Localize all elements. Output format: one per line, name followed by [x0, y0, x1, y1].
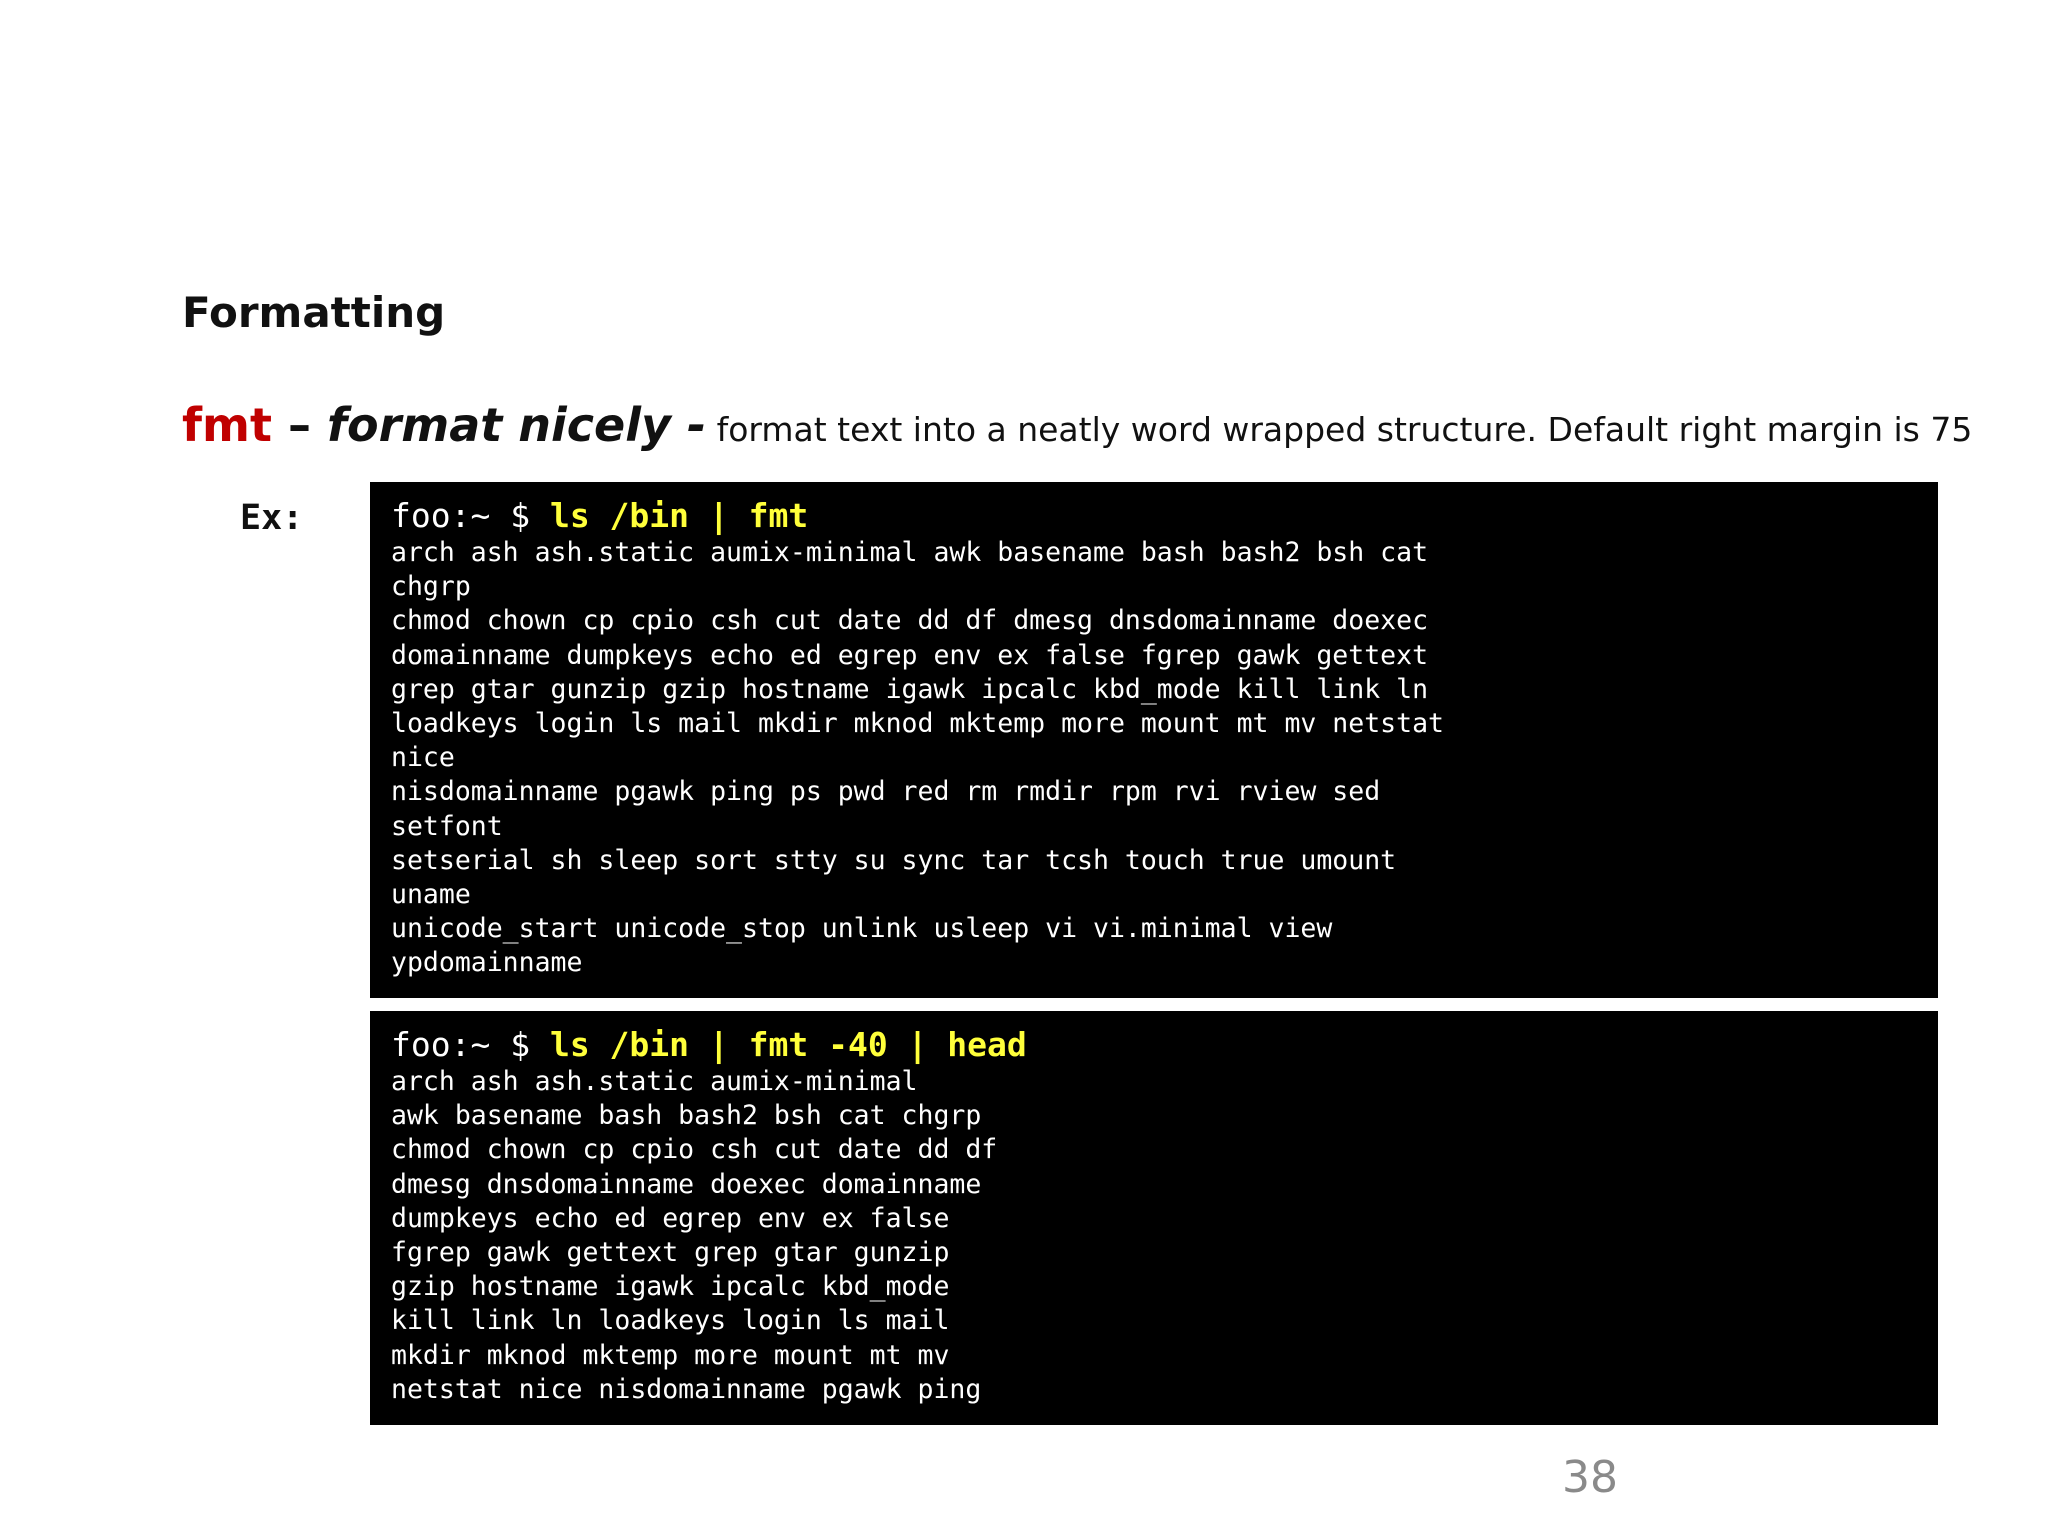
example-label: Ex:: [240, 498, 304, 538]
output-line: grep gtar gunzip gzip hostname igawk ipcalc kbd_mode kill link ln: [391, 673, 1429, 705]
command-dash: –: [271, 398, 327, 452]
output-line: chgrp: [391, 571, 471, 603]
output-line: kill link ln loadkeys login ls mail: [391, 1305, 950, 1337]
shell-prompt: foo:~ $: [391, 1025, 550, 1064]
output-line: nisdomainname pgawk ping ps pwd red rm rmdir rpm rvi rview sed: [391, 776, 1381, 808]
terminal-example-2: [370, 1011, 1938, 1425]
output-line: nice: [391, 742, 455, 774]
output-line: domainname dumpkeys echo ed egrep env ex false fgrep gawk gettext: [391, 639, 1429, 671]
output-line: dmesg dnsdomainname doexec domainname: [391, 1168, 982, 1200]
output-line: setfont: [391, 810, 503, 842]
output-line: setserial sh sleep sort stty su sync tar tcsh touch true umount: [391, 844, 1397, 876]
output-line: dumpkeys echo ed egrep env ex false: [391, 1202, 950, 1234]
page-number: 38: [1562, 1452, 1618, 1503]
output-line: unicode_start unicode_stop unlink usleep vi vi.minimal view: [391, 913, 1333, 945]
output-line: awk basename bash bash2 bsh cat chgrp: [391, 1100, 982, 1132]
prompt-line: [391, 1025, 1938, 1065]
prompt-line: [391, 496, 1938, 536]
command-description: format text into a neatly word wrapped structure. Default right margin is 75: [706, 410, 1973, 449]
slide-heading: Formatting: [182, 288, 446, 337]
output-line: arch ash ash.static aumix-minimal awk basename bash bash2 bsh cat: [391, 537, 1429, 568]
output-line: mkdir mknod mktemp more mount mt mv: [391, 1339, 950, 1371]
shell-command: ls /bin | fmt -40 | head: [549, 1025, 1027, 1064]
output-line: chmod chown cp cpio csh cut date dd df dmesg dnsdomainname doexec: [391, 605, 1429, 637]
command-name: fmt: [182, 398, 272, 452]
output-line: ypdomainname: [391, 947, 583, 979]
shell-prompt: foo:~ $: [391, 496, 550, 535]
output-line: fgrep gawk gettext grep gtar gunzip: [391, 1236, 950, 1268]
command-title: format nicely -: [326, 398, 707, 452]
output-line: uname: [391, 878, 471, 910]
output-line: gzip hostname igawk ipcalc kbd_mode: [391, 1271, 950, 1303]
command-subtitle: [182, 398, 1972, 452]
output-line: arch ash ash.static aumix-minimal: [391, 1066, 918, 1097]
output-line: loadkeys login ls mail mkdir mknod mktemp more mount mt mv netstat: [391, 707, 1444, 739]
output-line: chmod chown cp cpio csh cut date dd df: [391, 1134, 998, 1166]
output-line: netstat nice nisdomainname pgawk ping: [391, 1373, 982, 1405]
shell-command: ls /bin | fmt: [549, 496, 809, 535]
terminal-example-1: [370, 482, 1938, 998]
